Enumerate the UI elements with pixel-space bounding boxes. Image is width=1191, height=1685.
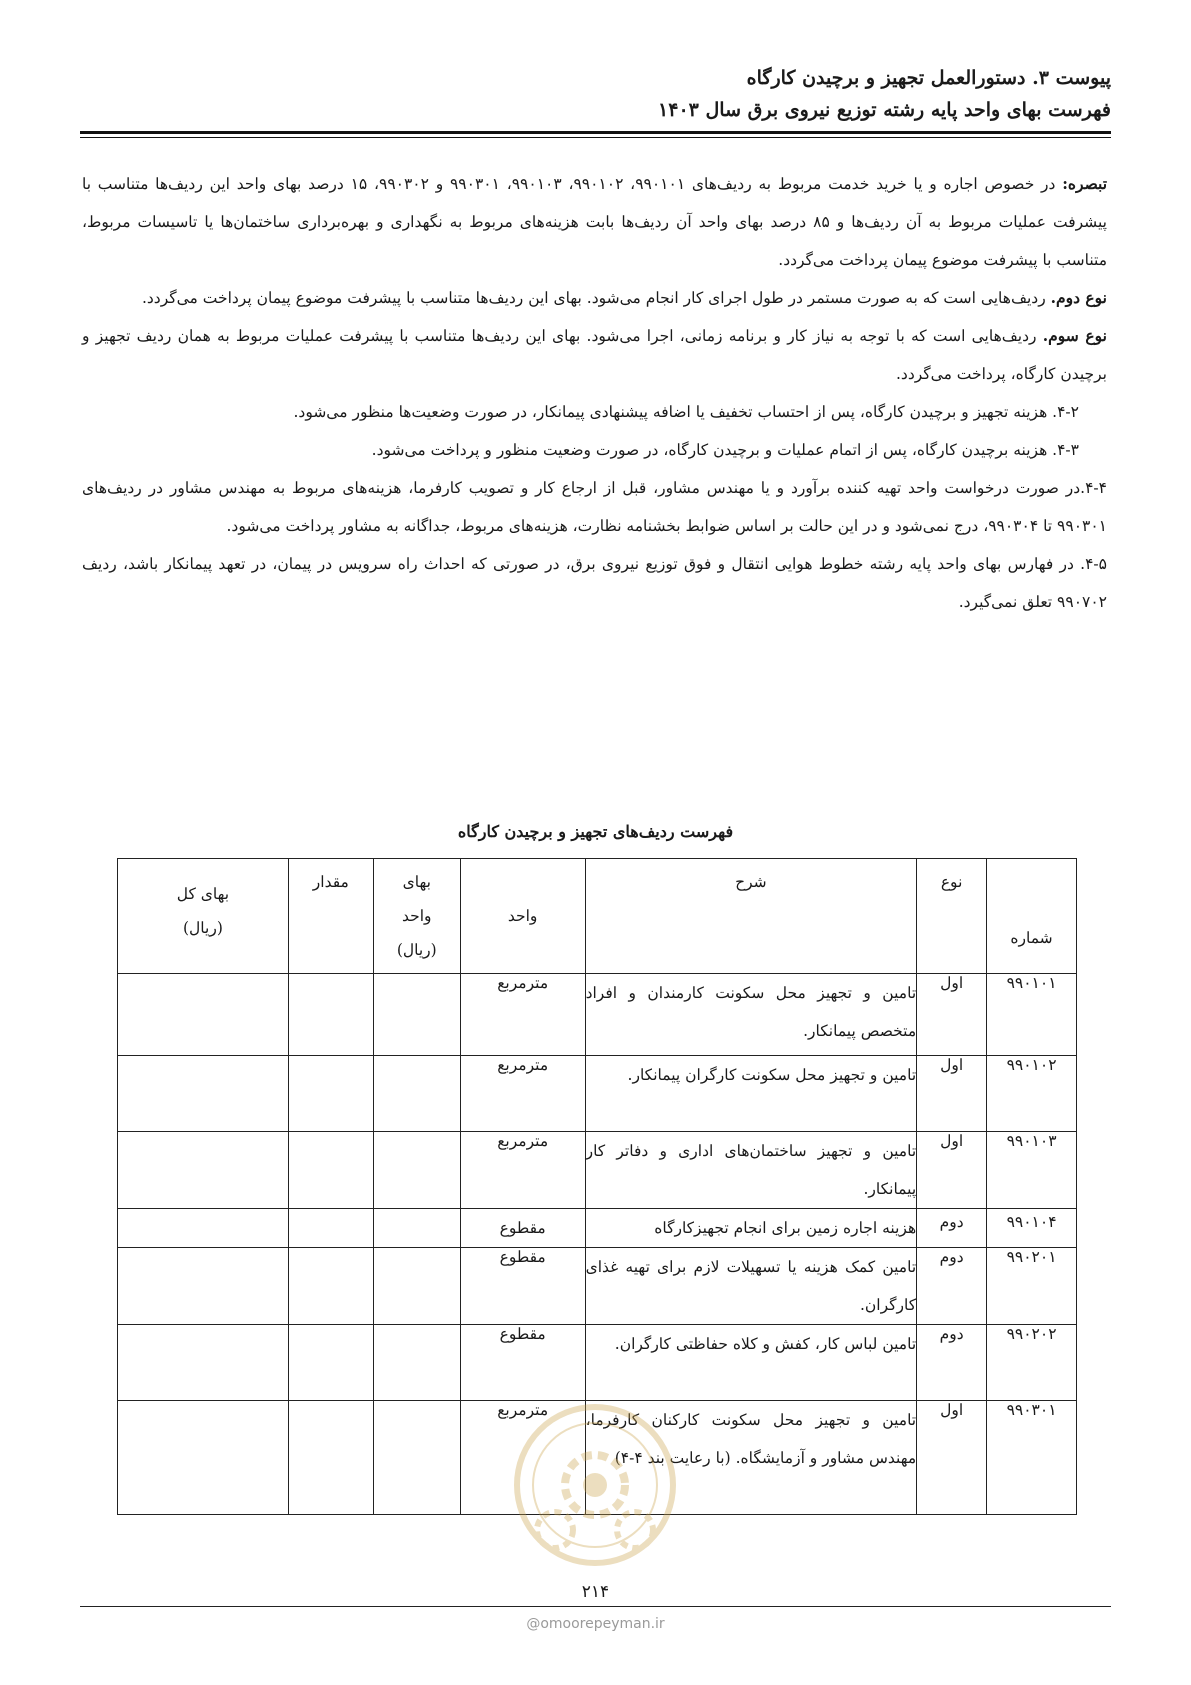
row-total [118,1248,289,1325]
row-unit: مترمربع [460,1056,585,1132]
row-unit-price [373,1401,460,1515]
note-paragraph [82,165,1107,279]
row-unit-price [373,1325,460,1401]
header-total-line1: بهای کل [176,885,230,903]
row-kind: اول [917,1401,987,1515]
row-total [118,974,289,1056]
body-text [82,165,1107,621]
page-header [80,62,1111,126]
table-header-row [118,859,1077,974]
row-total [118,1325,289,1401]
row-description: تامین و تجهیز محل سکونت کارگران پیمانکار. [585,1056,917,1132]
row-description: تامین و تجهیز محل سکونت کارکنان کارفرما، مهندس مشاور و آزمایشگاه. (با رعایت بند ۴-۴) [585,1401,917,1515]
row-unit: مقطوع [460,1325,585,1401]
header-quantity: مقدار [288,859,373,974]
seal-watermark-icon [510,1400,680,1570]
row-quantity [288,1325,373,1401]
row-kind: اول [917,974,987,1056]
header-description: شرح [585,859,917,974]
row-number: ۹۹۰۱۰۳ [987,1132,1077,1209]
row-description: تامین و تجهیز محل سکونت کارمندان و افراد متخصص پیمانکار. [585,974,917,1056]
table-row [118,1325,1077,1401]
row-kind: دوم [917,1209,987,1248]
type-three-text: ردیف‌هایی است که با توجه به نیاز کار و برنامه زمانی، اجرا می‌شود. بهای این ردیف‌ها متناسب با پیشرفت عملیات مربوط به همان ردیف تجهیز و برچیدن کارگاه، پرداخت می‌گردد. [82,327,1107,383]
row-number: ۹۹۰۱۰۲ [987,1056,1077,1132]
row-kind: دوم [917,1248,987,1325]
header-number: شماره [987,859,1077,974]
row-description: تامین لباس کار، کفش و کلاه حفاظتی کارگران. [585,1325,917,1401]
header-unit-price-line3: (ریال) [396,941,437,959]
row-unit: مترمربع [460,1132,585,1209]
row-unit-price [373,1248,460,1325]
row-unit: مقطوع [460,1209,585,1248]
table-row [118,1132,1077,1209]
clause-4-3: ۴-۳. هزینه برچیدن کارگاه، پس از اتمام عملیات و برچیدن کارگاه، در صورت وضعیت منظور و پرداخت می‌شود. [371,441,1079,459]
row-unit-price [373,974,460,1056]
clause-4-5: ۴-۵. در فهارس بهای واحد پایه رشته خطوط هوایی انتقال و فوق توزیع نیروی برق، در صورتی که احداث راه سرویس در پیمان، در تعهد پیمانکار باشد، ردیف ۹۹۰۷۰۲ تعلق نمی‌گیرد. [82,555,1107,611]
type-three-label: نوع سوم. [1042,326,1107,345]
header-rule-thin [80,137,1111,138]
row-quantity [288,1209,373,1248]
row-kind: اول [917,1132,987,1209]
table-row [118,1209,1077,1248]
row-number: ۹۹۰۲۰۱ [987,1248,1077,1325]
row-unit-price [373,1209,460,1248]
note-text: در خصوص اجاره و یا خرید خدمت مربوط به ردیف‌های ۹۹۰۱۰۱، ۹۹۰۱۰۲، ۹۹۰۱۰۳، ۹۹۰۳۰۱ و ۹۹۰۳۰۲، ۱۵ درصد بهای واحد این ردیف‌ها متناسب با پیشرفت عملیات مربوط به آن ردیف‌ها و ۸۵ درصد بهای واحد آن ردیف‌ها بابت هزینه‌های مربوط به نگهداری و بهره‌برداری ساختمان‌ها یا تاسیسات مربوط، متناسب با پیشرفت موضوع پیمان پرداخت می‌گردد. [82,175,1107,269]
header-title: پیوست ۳. دستورالعمل تجهیز و برچیدن کارگاه [746,67,1111,89]
row-total [118,1132,289,1209]
row-unit-price [373,1056,460,1132]
row-kind: دوم [917,1325,987,1401]
type-two-text: ردیف‌هایی است که به صورت مستمر در طول اجرای کار انجام می‌شود. بهای این ردیف‌ها متناسب با پیشرفت موضوع پیمان پرداخت می‌گردد. [141,289,1051,307]
header-total-line2: (ریال) [182,919,223,937]
watermark-url: @omoorepeyman.ir [526,1616,665,1632]
table-title: فهرست ردیف‌های تجهیز و برچیدن کارگاه [457,822,734,841]
row-number: ۹۹۰۱۰۱ [987,974,1077,1056]
type-two-paragraph [82,279,1107,317]
row-total [118,1209,289,1248]
header-unit-price-line1: بهای [402,873,431,891]
header-kind: نوع [917,859,987,974]
row-total [118,1401,289,1515]
row-unit: مقطوع [460,1248,585,1325]
header-unit-price [373,859,460,974]
row-kind: اول [917,1056,987,1132]
row-quantity [288,974,373,1056]
row-total [118,1056,289,1132]
header-rule-thick [80,131,1111,134]
header-unit-price-line2: واحد [402,907,432,925]
row-unit-price [373,1132,460,1209]
row-number: ۹۹۰۲۰۲ [987,1325,1077,1401]
row-unit: مترمربع [460,1401,585,1515]
type-three-paragraph [82,317,1107,393]
row-quantity [288,1132,373,1209]
note-label: تبصره: [1062,174,1108,193]
table-row [118,1248,1077,1325]
page-number: ۲۱۴ [581,1582,610,1602]
row-number: ۹۹۰۳۰۱ [987,1401,1077,1515]
header-unit: واحد [460,859,585,974]
row-number: ۹۹۰۱۰۴ [987,1209,1077,1248]
row-quantity [288,1248,373,1325]
row-description: تامین کمک هزینه یا تسهیلات لازم برای تهیه غذای کارگران. [585,1248,917,1325]
header-total-price [118,859,289,974]
row-quantity [288,1401,373,1515]
table-row [118,974,1077,1056]
row-quantity [288,1056,373,1132]
row-unit: مترمربع [460,974,585,1056]
type-two-label: نوع دوم. [1050,288,1107,307]
clause-4-2: ۴-۲. هزینه تجهیز و برچیدن کارگاه، پس از احتساب تخفیف یا اضافه پیشنهادی پیمانکار، در صورت وضعیت‌ها منظور می‌شود. [293,403,1079,421]
row-description: هزینه اجاره زمین برای انجام تجهیزکارگاه [585,1209,917,1248]
header-subtitle: فهرست بهای واحد پایه رشته توزیع نیروی برق سال ۱۴۰۳ [658,99,1111,121]
footer-rule [80,1606,1111,1607]
table-row [118,1056,1077,1132]
clause-4-4: ۴-۴.در صورت درخواست واحد تهیه کننده برآورد و یا مهندس مشاور، قبل از ارجاع کار و تصویب کارفرما، هزینه‌های مربوط به مهندس مشاور در ردیف‌های ۹۹۰۳۰۱ تا ۹۹۰۳۰۴، درج نمی‌شود و در این حالت بر اساس ضوابط بخشنامه نظارت، هزینه‌های مربوط، جداگانه به مشاور پرداخت می‌شود. [82,479,1107,535]
row-description: تامین و تجهیز ساختمان‌های اداری و دفاتر کار پیمانکار. [585,1132,917,1209]
